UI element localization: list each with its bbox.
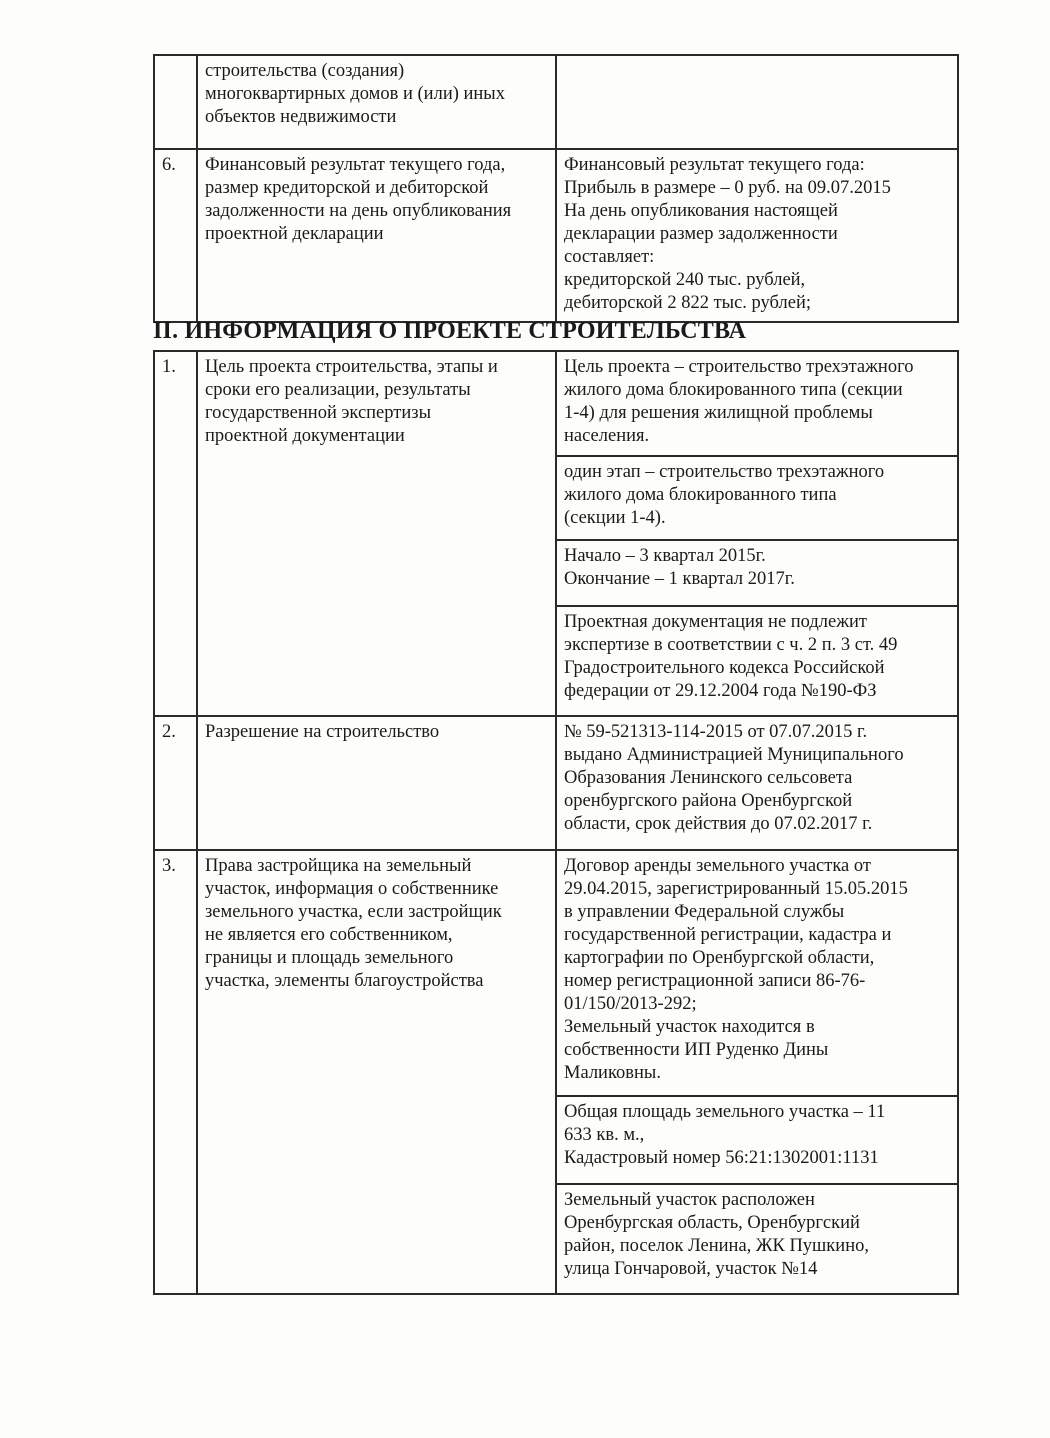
table-row bbox=[154, 850, 958, 1096]
construction-permit-cell: № 59-521313-114-2015 от 07.07.2015 г. выдано Администрацией Муниципального Образования Ленинского сельсовета оренбургского района Оренбургской области, срок действия до 07.02.2017 г. bbox=[556, 716, 958, 850]
land-location-cell: Земельный участок расположен Оренбургская область, Оренбургский район, поселок Ленина, ЖК Пушкино, улица Гончаровой, участок №14 bbox=[556, 1184, 958, 1294]
table-row bbox=[154, 55, 958, 149]
table-row bbox=[154, 716, 958, 850]
table-row bbox=[154, 149, 958, 322]
project-stage-cell: один этап – строительство трехэтажного жилого дома блокированного типа (секции 1-4). bbox=[556, 456, 958, 540]
row-label: Цель проекта строительства, этапы и сроки его реализации, результаты государственной экспертизы проектной документации bbox=[197, 351, 556, 716]
declaration-table-part1 bbox=[153, 54, 959, 323]
row-number: 6. bbox=[154, 149, 197, 322]
section-title: II. ИНФОРМАЦИЯ О ПРОЕКТЕ СТРОИТЕЛЬСТВА bbox=[153, 318, 747, 344]
row-label: Права застройщика на земельный участок, информация о собственнике земельного участка, если застройщик не является его собственником, границы и площадь земельного участка, элементы благоустройства bbox=[197, 850, 556, 1294]
row-label: строительства (создания) многоквартирных домов и (или) иных объектов недвижимости bbox=[197, 55, 556, 149]
project-goal-cell: Цель проекта – строительство трехэтажного жилого дома блокированного типа (секции 1-4) для решения жилищной проблемы населения. bbox=[556, 351, 958, 456]
row-value bbox=[556, 55, 958, 149]
project-timeline-cell: Начало – 3 квартал 2015г. Окончание – 1 квартал 2017г. bbox=[556, 540, 958, 606]
row-number: 1. bbox=[154, 351, 197, 716]
row-value: Финансовый результат текущего года: Прибыль в размере – 0 руб. на 09.07.2015 На день опубликования настоящей декларации размер задолженности составляет: кредиторской 240 тыс. рублей, дебиторской 2 822 тыс. рублей; bbox=[556, 149, 958, 322]
lease-agreement-cell: Договор аренды земельного участка от 29.04.2015, зарегистрированный 15.05.2015 в управлении Федеральной службы государственной регистрации, кадастра и картографии по Оренбургской области, номер регистрационной записи 86-76- 01/150/2013-292; Земельный участок находится в собственности ИП Руденко Дины Маликовны. bbox=[556, 850, 958, 1096]
row-label: Финансовый результат текущего года, размер кредиторской и дебиторской задолженности на день опубликования проектной декларации bbox=[197, 149, 556, 322]
land-area-cell: Общая площадь земельного участка – 11 633 кв. м., Кадастровый номер 56:21:1302001:1131 bbox=[556, 1096, 958, 1184]
row-label: Разрешение на строительство bbox=[197, 716, 556, 850]
row-number: 2. bbox=[154, 716, 197, 850]
project-expertise-cell: Проектная документация не подлежит экспертизе в соответствии с ч. 2 п. 3 ст. 49 Градостроительного кодекса Российской федерации от 29.12.2004 года №190-ФЗ bbox=[556, 606, 958, 716]
row-number bbox=[154, 55, 197, 149]
table-row bbox=[154, 351, 958, 456]
project-info-table bbox=[153, 350, 959, 1295]
row-number: 3. bbox=[154, 850, 197, 1294]
